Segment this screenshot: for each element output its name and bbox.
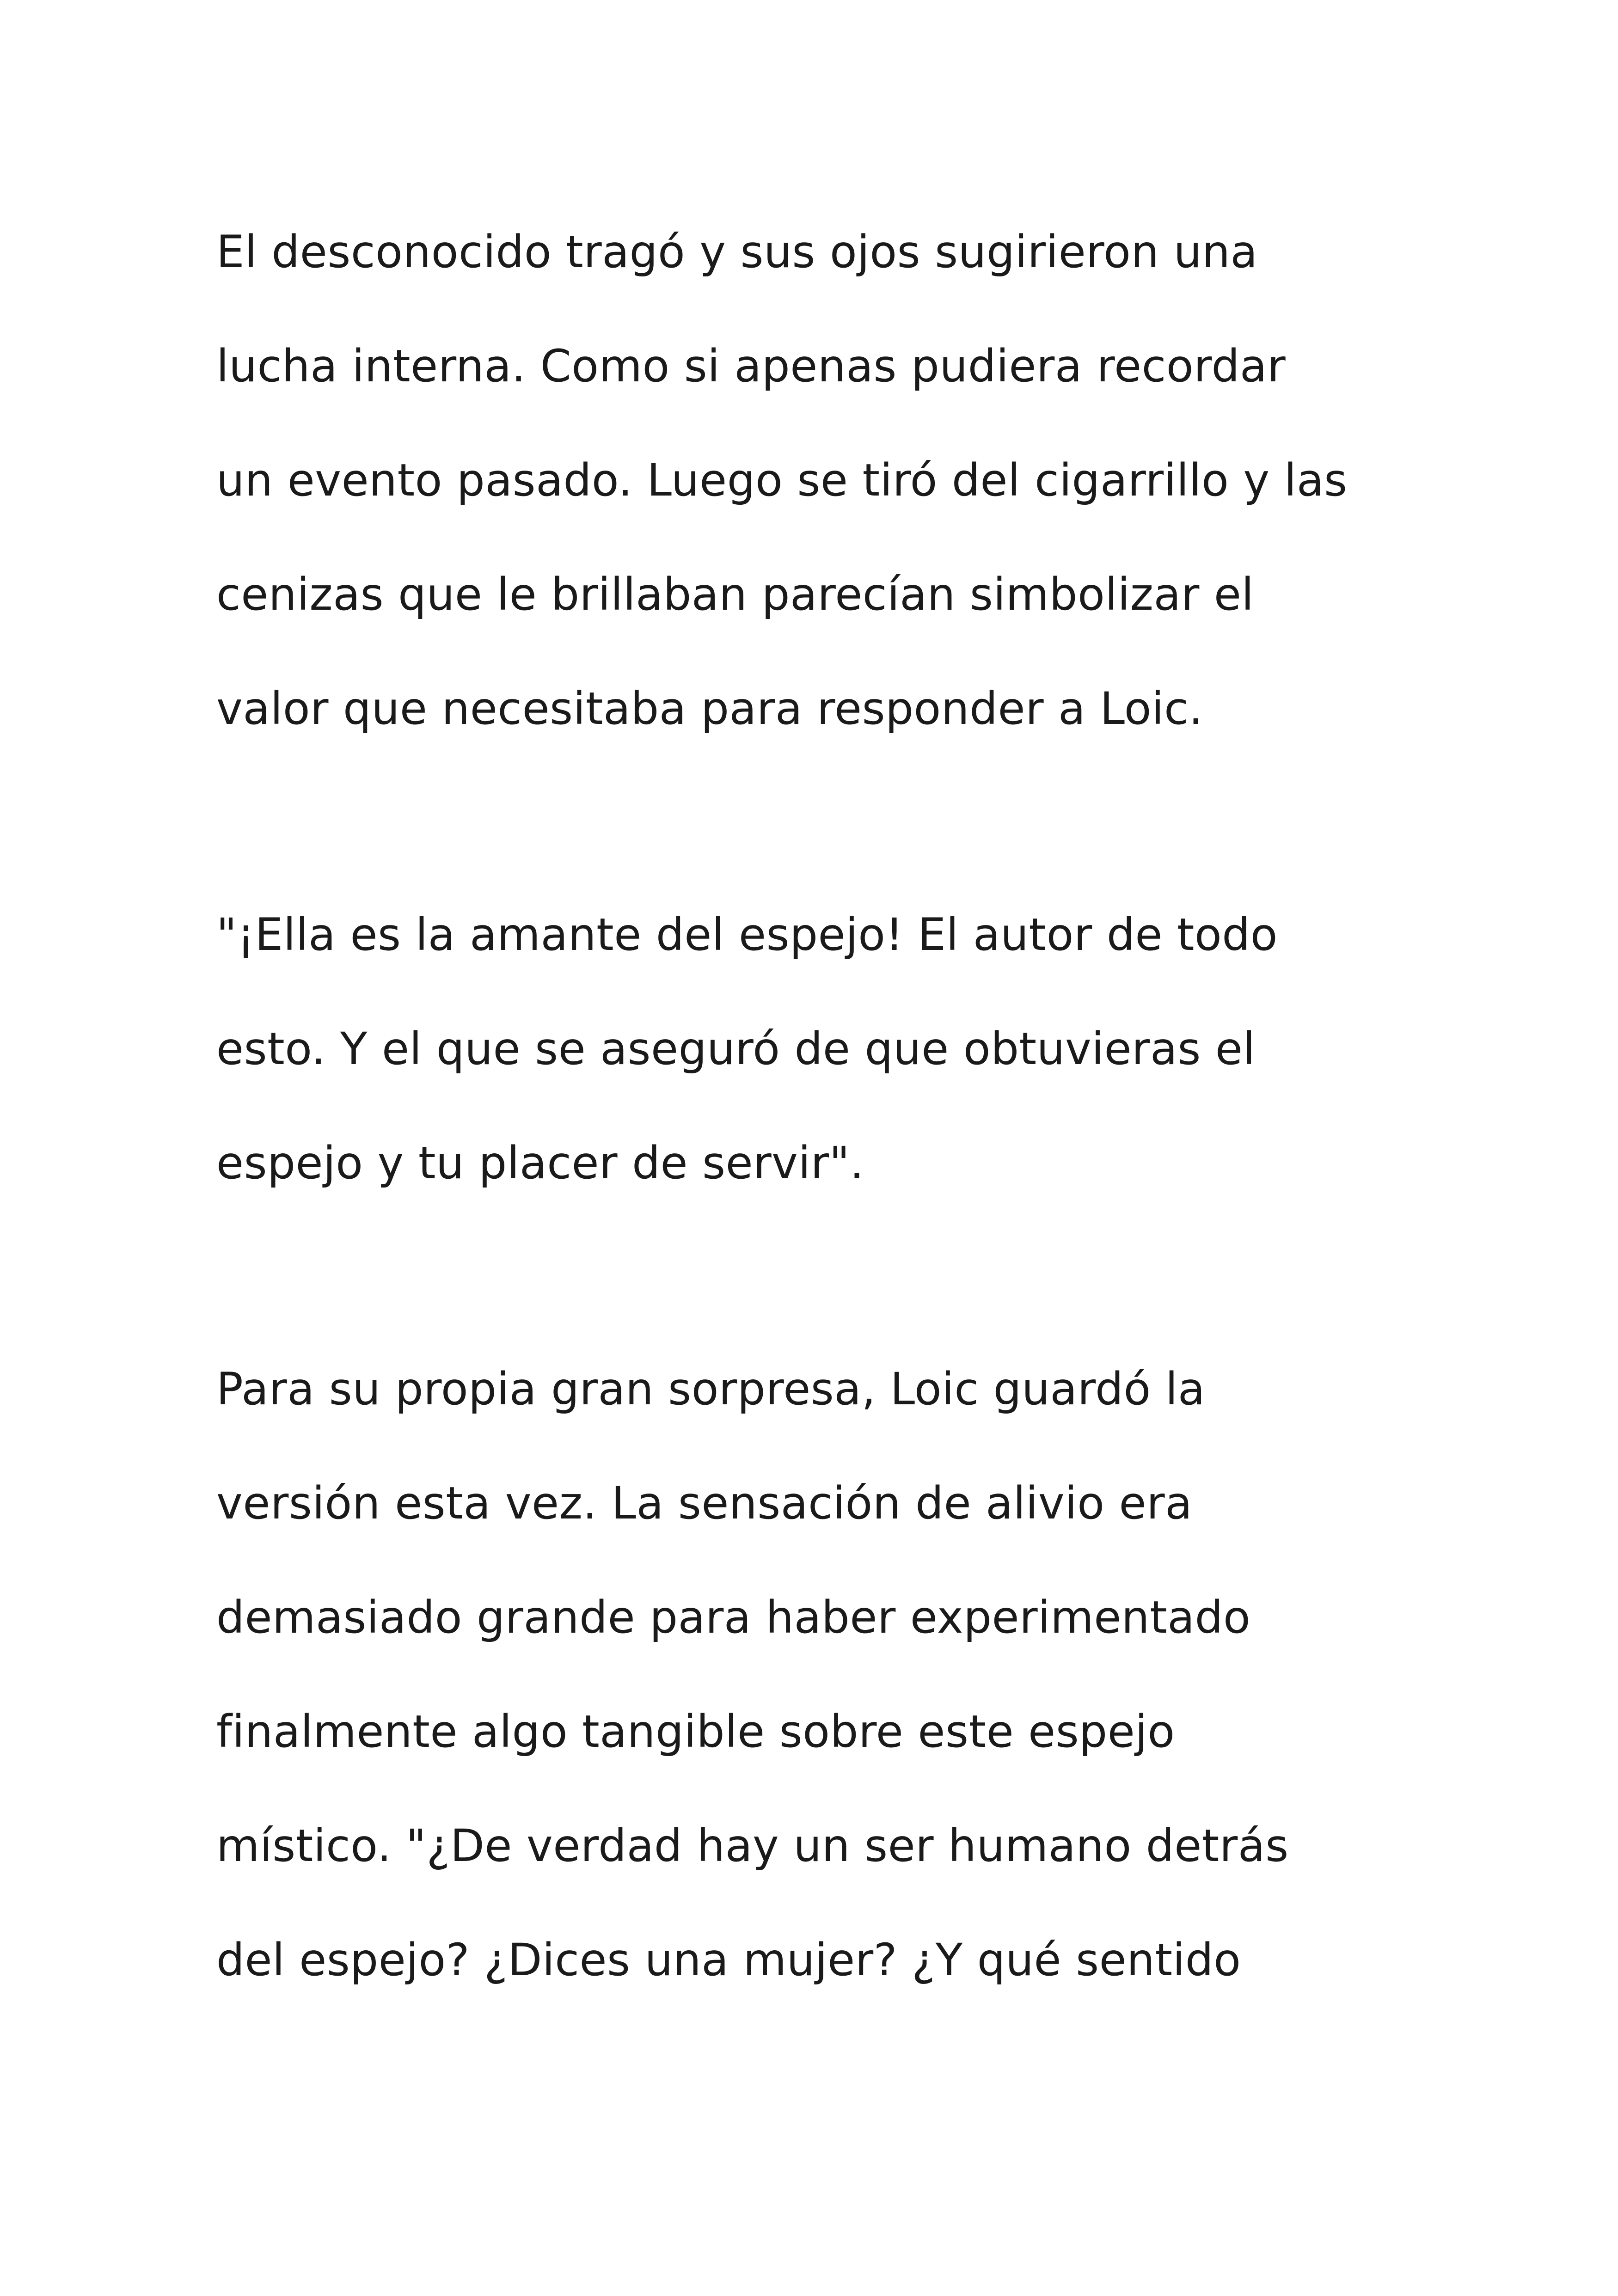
text-line: versión esta vez. La sensación de alivio era — [216, 1477, 1193, 1529]
text-line: valor que necesitaba para responder a Loic. — [216, 683, 1203, 735]
text-line: El desconocido tragó y sus ojos sugirieron una — [216, 226, 1258, 278]
text-line: finalmente algo tangible sobre este espejo — [216, 1706, 1175, 1757]
text-line: espejo y tu placer de servir". — [216, 1137, 864, 1189]
text-line: del espejo? ¿Dices una mujer? ¿Y qué sentido — [216, 1934, 1241, 1986]
text-line: "¡Ella es la amante del espejo! El autor de todo — [216, 909, 1278, 961]
text-line: místico. "¿De verdad hay un ser humano detrás — [216, 1820, 1289, 1872]
text-line: esto. Y el que se aseguró de que obtuvieras el — [216, 1023, 1256, 1075]
text-line: lucha interna. Como si apenas pudiera recordar — [216, 340, 1286, 392]
text-line: demasiado grande para haber experimentado — [216, 1592, 1251, 1643]
text-line: un evento pasado. Luego se tiró del cigarrillo y las — [216, 454, 1348, 506]
text-line: cenizas que le brillaban parecían simbolizar el — [216, 569, 1254, 620]
text-line: Para su propia gran sorpresa, Loic guardó la — [216, 1363, 1206, 1415]
